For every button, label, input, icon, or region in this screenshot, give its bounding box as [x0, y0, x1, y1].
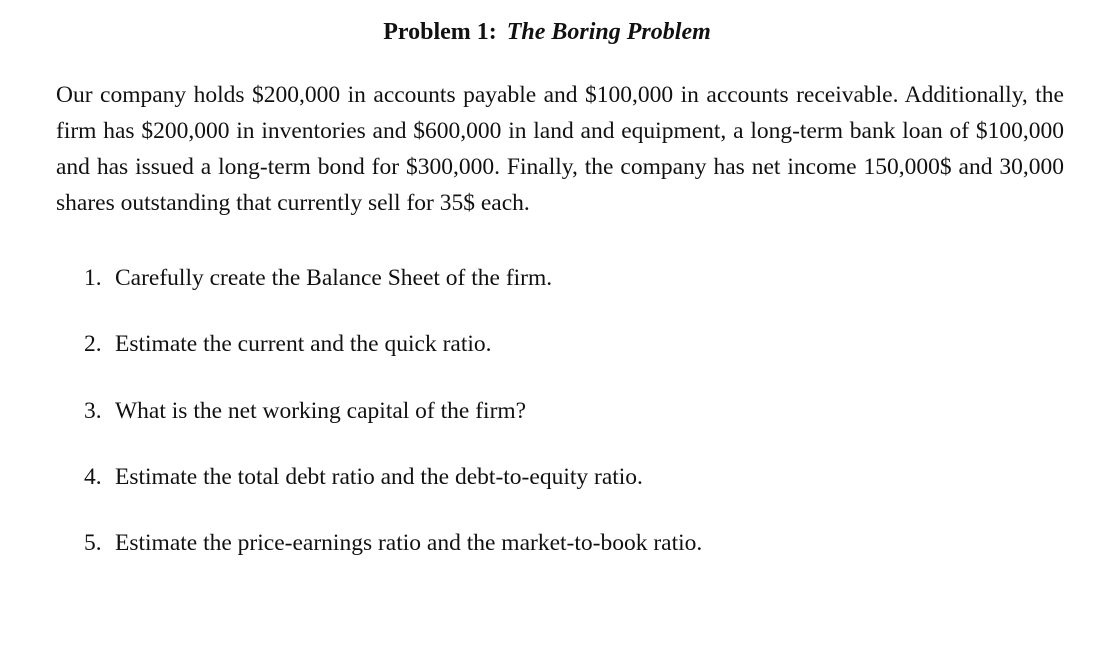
question-item	[84, 328, 1064, 394]
question-item	[84, 395, 1064, 461]
problem-name: The Boring Problem	[506, 19, 711, 45]
question-text: Estimate the current and the quick ratio.	[115, 331, 492, 358]
question-list	[84, 262, 1064, 593]
question-text: Estimate the total debt ratio and the debt-to-equity ratio.	[115, 463, 643, 490]
question-item	[84, 527, 1064, 593]
problem-statement: Our company holds $200,000 in accounts payable and $100,000 in accounts receivable. Additionally, the firm has $200,000 in inventories and $600,000 in land and equipment, a long-term bank loan of $100,000 and has issued a long-term bond for $300,000. Finally, the company has net income 150,000$ and 30,000 shares outstanding that currently sell for 35$ each.	[56, 82, 1064, 216]
question-text: Carefully create the Balance Sheet of the firm.	[115, 265, 553, 291]
question-item	[84, 461, 1064, 527]
question-text: What is the net working capital of the firm?	[115, 397, 527, 424]
question-item	[84, 262, 1064, 328]
question-number: 4.	[84, 463, 102, 490]
problem-label: Problem 1:	[383, 19, 497, 45]
question-number: 1.	[84, 265, 102, 291]
question-number: 5.	[84, 530, 102, 557]
question-number: 3.	[84, 397, 102, 424]
problem-title	[0, 17, 1094, 47]
question-number: 2.	[84, 331, 102, 358]
question-text: Estimate the price-earnings ratio and the market-to-book ratio.	[115, 530, 703, 557]
